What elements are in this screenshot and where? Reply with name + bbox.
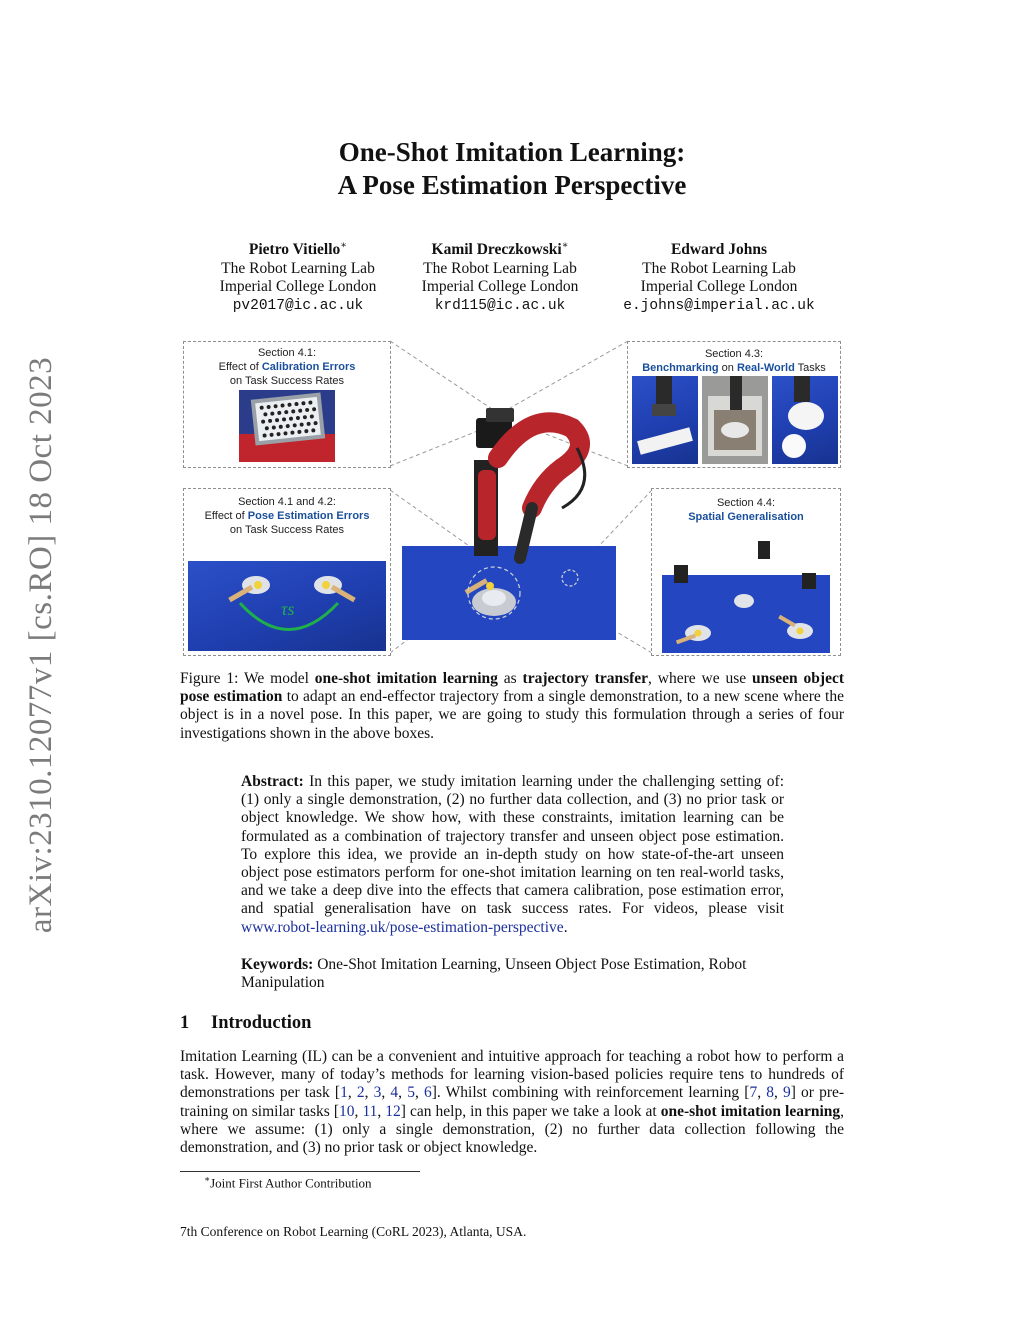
box-section-label: Section 4.1 and 4.2: xyxy=(238,496,336,508)
task-graphic xyxy=(772,376,838,464)
footnote-mark: ∗ xyxy=(204,1174,211,1184)
caption-bold: trajectory transfer xyxy=(522,670,649,687)
citation-link[interactable]: 3 xyxy=(373,1084,382,1102)
section-number: 1 xyxy=(180,1013,190,1033)
citation-link[interactable]: 7 xyxy=(749,1084,758,1102)
pose-error-photo xyxy=(188,561,386,651)
author-lab: The Robot Learning Lab xyxy=(642,259,796,277)
footnote xyxy=(204,1174,372,1191)
section-heading-introduction xyxy=(180,1013,311,1034)
caption-text: to adapt an end-effector trajectory from a single demonstration, to a new scene where the object is in a novel pose. In this paper, we are going to study this formulation through a series of four investigations shown in the above boxes. xyxy=(180,688,844,742)
footnote-divider xyxy=(180,1171,420,1172)
calibration-board-photo xyxy=(239,390,335,462)
author-email[interactable]: krd115@ic.ac.uk xyxy=(434,297,566,314)
box-caption-text: on xyxy=(718,362,737,374)
caption-text: , where we use xyxy=(648,670,753,687)
author-block-3 xyxy=(614,237,824,315)
intro-text: Imitation Learning (IL) can be a convenient and intuitive approach for teaching a robot how to perform a task. However, many of today’s methods for learning vision-based policies require tens to hundreds of demonstrations per task [ xyxy=(180,1048,844,1102)
abstract-label: Abstract: xyxy=(241,773,304,790)
section-title: Introduction xyxy=(211,1013,312,1033)
author-email[interactable]: e.johns@imperial.ac.uk xyxy=(623,297,815,314)
intro-text: ] or pre-training on similar tasks [ xyxy=(180,1084,845,1120)
abstract-text-end: . xyxy=(563,918,568,936)
abstract xyxy=(241,773,784,937)
box-caption-text: on Task Success Rates xyxy=(229,375,345,387)
task-photo-plug xyxy=(632,376,698,464)
caption-bold: one-shot imitation learning xyxy=(314,670,498,687)
title-line-1: One-Shot Imitation Learning: xyxy=(338,137,686,167)
robot-photo xyxy=(402,388,616,640)
citation-link[interactable]: 6 xyxy=(423,1084,432,1102)
citation-link[interactable]: 1 xyxy=(340,1084,348,1102)
footnote-text: Joint First Author Contribution xyxy=(210,1175,372,1191)
intro-text: ] can help, in this paper we take a look at xyxy=(400,1102,661,1120)
box-section-label: Section 4.3: xyxy=(704,348,764,360)
box-caption-text: on Task Success Rates xyxy=(229,524,345,536)
citation-link[interactable]: 12 xyxy=(385,1102,401,1120)
author-mark: ∗ xyxy=(340,240,348,251)
trajectory-symbol: τs xyxy=(281,599,295,619)
citation-link[interactable]: 2 xyxy=(356,1084,365,1102)
caption-label: Figure 1: xyxy=(180,670,239,687)
spatial-generalisation-photo xyxy=(662,537,830,653)
task-graphic xyxy=(702,376,768,464)
robot-arm-graphic xyxy=(402,388,616,640)
figure-1 xyxy=(180,338,844,660)
box-highlight-text: Spatial Generalisation xyxy=(688,511,804,523)
calibration-board-graphic xyxy=(239,390,335,462)
caption-bold: unseen object pose estimation xyxy=(180,670,844,706)
box-caption-text: Tasks xyxy=(794,362,826,374)
box-caption-text: Effect of xyxy=(204,510,248,522)
box-benchmarking xyxy=(627,341,841,468)
author-name: Kamil Dreczkowski xyxy=(431,241,562,259)
citation-link[interactable]: 8 xyxy=(766,1084,774,1102)
author-name: Pietro Vitiello xyxy=(248,241,341,259)
arxiv-identifier-stamp: arXiv:2310.12077v1 [cs.RO] 18 Oct 2023 xyxy=(23,356,59,934)
box-section-label: Section 4.1: xyxy=(257,347,317,359)
box-highlight-text: Benchmarking xyxy=(642,362,719,374)
keywords-text: One-Shot Imitation Learning, Unseen Object Pose Estimation, Robot Manipulation xyxy=(241,956,747,992)
author-block-1 xyxy=(193,237,403,315)
task-graphic xyxy=(632,376,698,464)
caption-text: We model xyxy=(238,670,315,687)
paper-title xyxy=(180,136,844,202)
citation-link[interactable]: 9 xyxy=(783,1084,791,1102)
box-highlight-text: Real-World xyxy=(736,362,795,374)
intro-text: ]. Whilst combining with reinforcement learning [ xyxy=(431,1084,750,1102)
author-block-2 xyxy=(395,237,605,315)
author-lab: The Robot Learning Lab xyxy=(423,259,577,277)
citation-link[interactable]: 4 xyxy=(390,1084,399,1102)
citation-link[interactable]: 11 xyxy=(362,1102,378,1120)
project-website-link[interactable]: www.robot-learning.uk/pose-estimation-perspective xyxy=(241,918,564,936)
venue-footer: 7th Conference on Robot Learning (CoRL 2023), Atlanta, USA. xyxy=(180,1224,527,1239)
citation-link[interactable]: 10 xyxy=(339,1102,355,1120)
spatial-graphic xyxy=(662,537,830,653)
intro-bold: one-shot imitation learning xyxy=(660,1102,841,1120)
intro-text: , where we assume: (1) only a single demonstration, (2) no further data collection following the demonstration, and (3) no prior task or object knowledge. xyxy=(180,1102,844,1157)
author-institution: Imperial College London xyxy=(219,278,377,296)
caption-text: as xyxy=(497,670,523,687)
author-name: Edward Johns xyxy=(670,241,768,259)
abstract-text: In this paper, we study imitation learning under the challenging setting of: (1) only a single demonstration, (2) no further data collection, and (3) no prior task or object knowledge. We show how, with these constraints, imitation learning can be formulated as a combination of trajectory transfer and unseen object pose estimation. To explore this idea, we provide an in-depth study on how state-of-the-art unseen object pose estimators perform for one-shot imitation learning on ten real-world tasks, and we take a deep dive into the effects that camera calibration, pose estimation error, and spatial generalisation have on task success rates. For videos, please visit xyxy=(241,773,784,918)
title-line-2: A Pose Estimation Perspective xyxy=(337,170,687,200)
box-highlight-text: Pose Estimation Errors xyxy=(247,510,370,522)
box-pose-estimation-errors xyxy=(183,488,391,656)
author-mark: ∗ xyxy=(561,240,569,251)
figure-1-caption xyxy=(180,670,844,743)
keywords-label: Keywords: xyxy=(241,956,314,973)
box-caption-text: Effect of xyxy=(218,361,262,373)
box-spatial-generalisation xyxy=(651,488,841,656)
keywords xyxy=(241,956,784,992)
author-lab: The Robot Learning Lab xyxy=(221,259,375,277)
citation-link[interactable]: 5 xyxy=(407,1084,415,1102)
author-email[interactable]: pv2017@ic.ac.uk xyxy=(232,297,364,314)
task-photo-dishwasher xyxy=(702,376,768,464)
author-institution: Imperial College London xyxy=(640,278,798,296)
box-highlight-text: Calibration Errors xyxy=(261,361,356,373)
task-photo-teapot xyxy=(772,376,838,464)
box-calibration-errors xyxy=(183,341,391,468)
box-section-label: Section 4.4: xyxy=(716,497,776,509)
author-institution: Imperial College London xyxy=(421,278,579,296)
introduction-paragraph: Imitation Learning (IL) can be a convenient and intuitive approach for teaching a robot how to perform a task. However, many of today’s methods for learning vision-based policies require tens to hundreds of demonstrations per task [1, 2, 3, 4, 5, 6]. Whilst combining with reinforcement learning [7, 8, 9] or pre-training on similar tasks [10, 11, 12] can help, in this paper we take a look at one-shot imitation learning, where we assume: (1) only a single demonstration, (2) no further data collection following the demonstration, and (3) no prior task or object knowledge. xyxy=(180,1048,845,1157)
